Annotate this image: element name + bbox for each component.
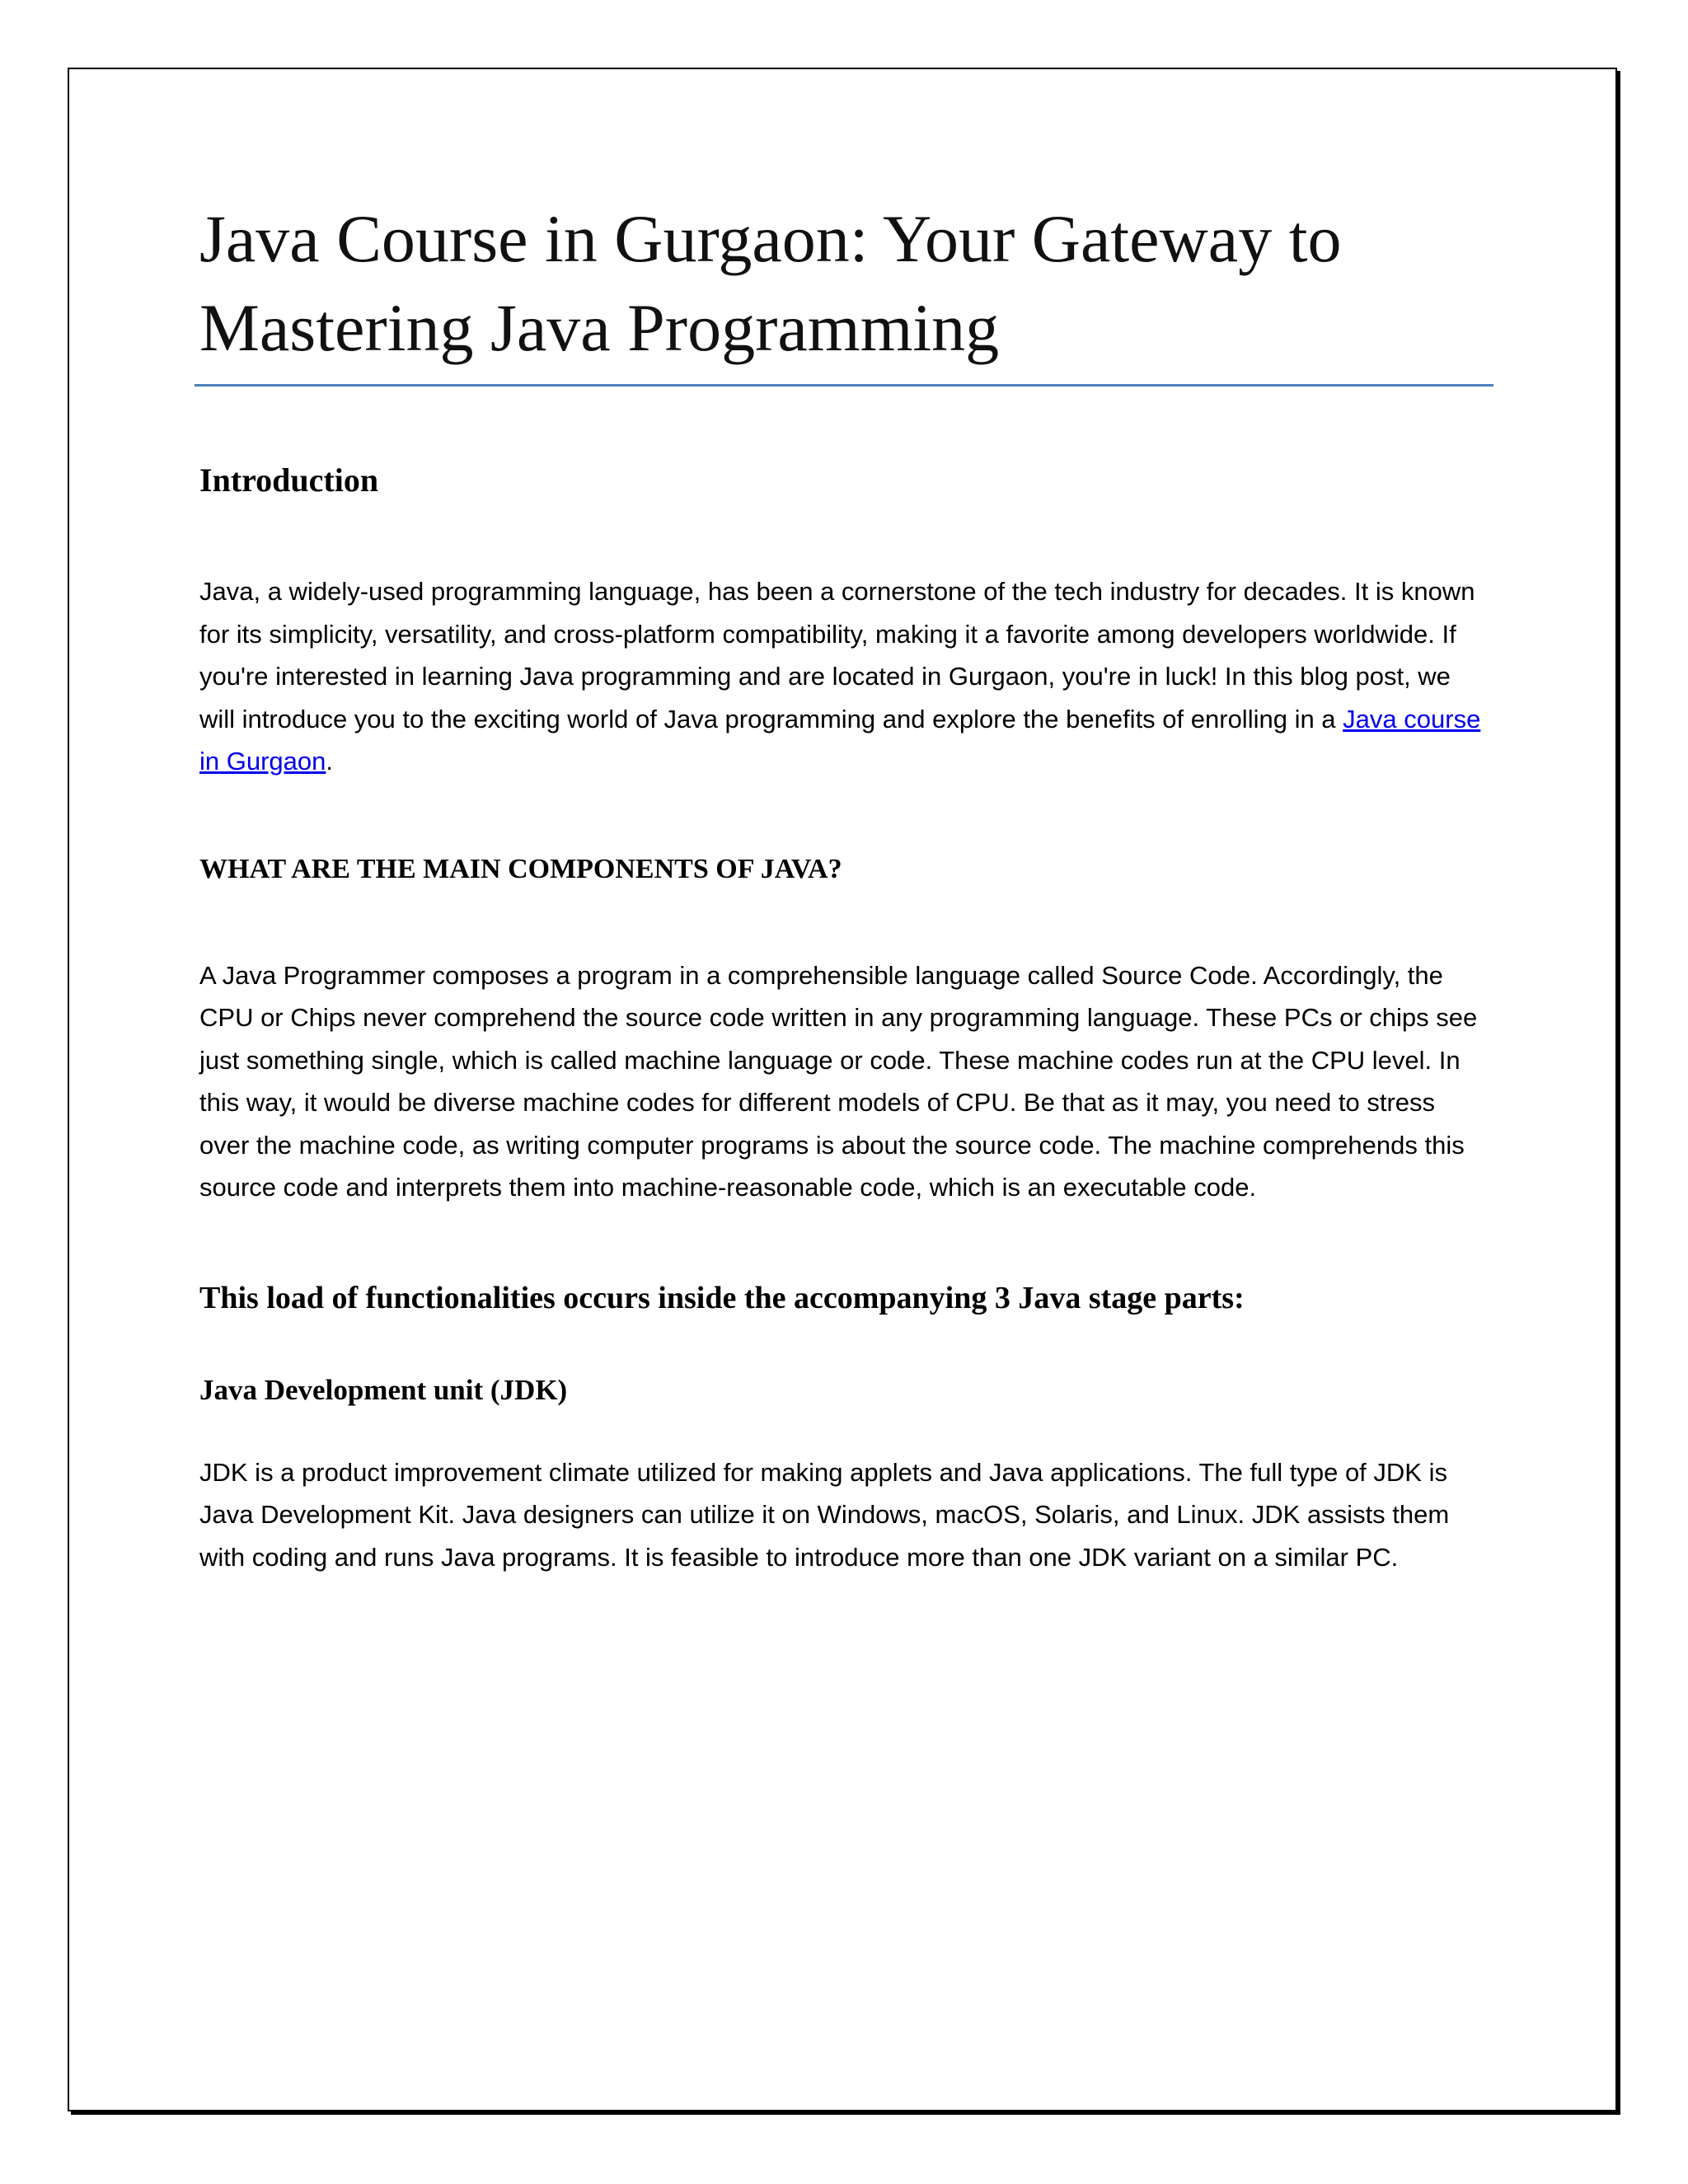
components-heading: WHAT ARE THE MAIN COMPONENTS OF JAVA? — [199, 853, 842, 884]
platform-parts-heading: This load of functionalities occurs inside the accompanying 3 Java stage parts: — [199, 1280, 1245, 1315]
components-paragraph: A Java Programmer composes a program in a comprehensible language called Source Code. Accordingly, the CPU or Chips never comprehend the source code written in any programming language. These PCs or chips see just something single, which is called machine language or code. These machine codes run at the CPU level. In this way, it would be diverse machine codes for different models of CPU. Be that as it may, you need to stress over the machine code, as writing computer programs is about the source code. The machine comprehends this source code and interprets them into machine-reasonable code, which is an executable code. — [199, 960, 1478, 1202]
jdk-paragraph: JDK is a product improvement climate utilized for making applets and Java applications. The full type of JDK is Java Development Kit. Java designers can utilize it on Windows, macOS, Solaris, and Linux. JDK assists them with coding and runs Java programs. It is feasible to introduce more than one JDK variant on a similar PC. — [199, 1457, 1450, 1572]
document-title: Java Course in Gurgaon: Your Gateway to Mastering Java Programming — [195, 194, 1493, 387]
introduction-paragraph — [199, 570, 1485, 783]
introduction-heading: Introduction — [199, 462, 379, 499]
introduction-text-end: . — [326, 747, 334, 776]
introduction-text: Java, a widely-used programming language, has been a cornerstone of the tech industry for decades. It is known for its simplicity, versatility, and cross-platform compatibility, making it a favorite among developers worldwide. If you're interested in learning Java programming and are located in Gurgaon, you're in luck! In this blog post, we will introduce you to the exciting world of Java programming and explore the benefits of enrolling in a — [199, 577, 1475, 733]
java-course-link[interactable]: Java course in Gurgaon — [199, 704, 1481, 776]
document-content — [199, 194, 1493, 1578]
jdk-heading: Java Development unit (JDK) — [199, 1373, 568, 1406]
